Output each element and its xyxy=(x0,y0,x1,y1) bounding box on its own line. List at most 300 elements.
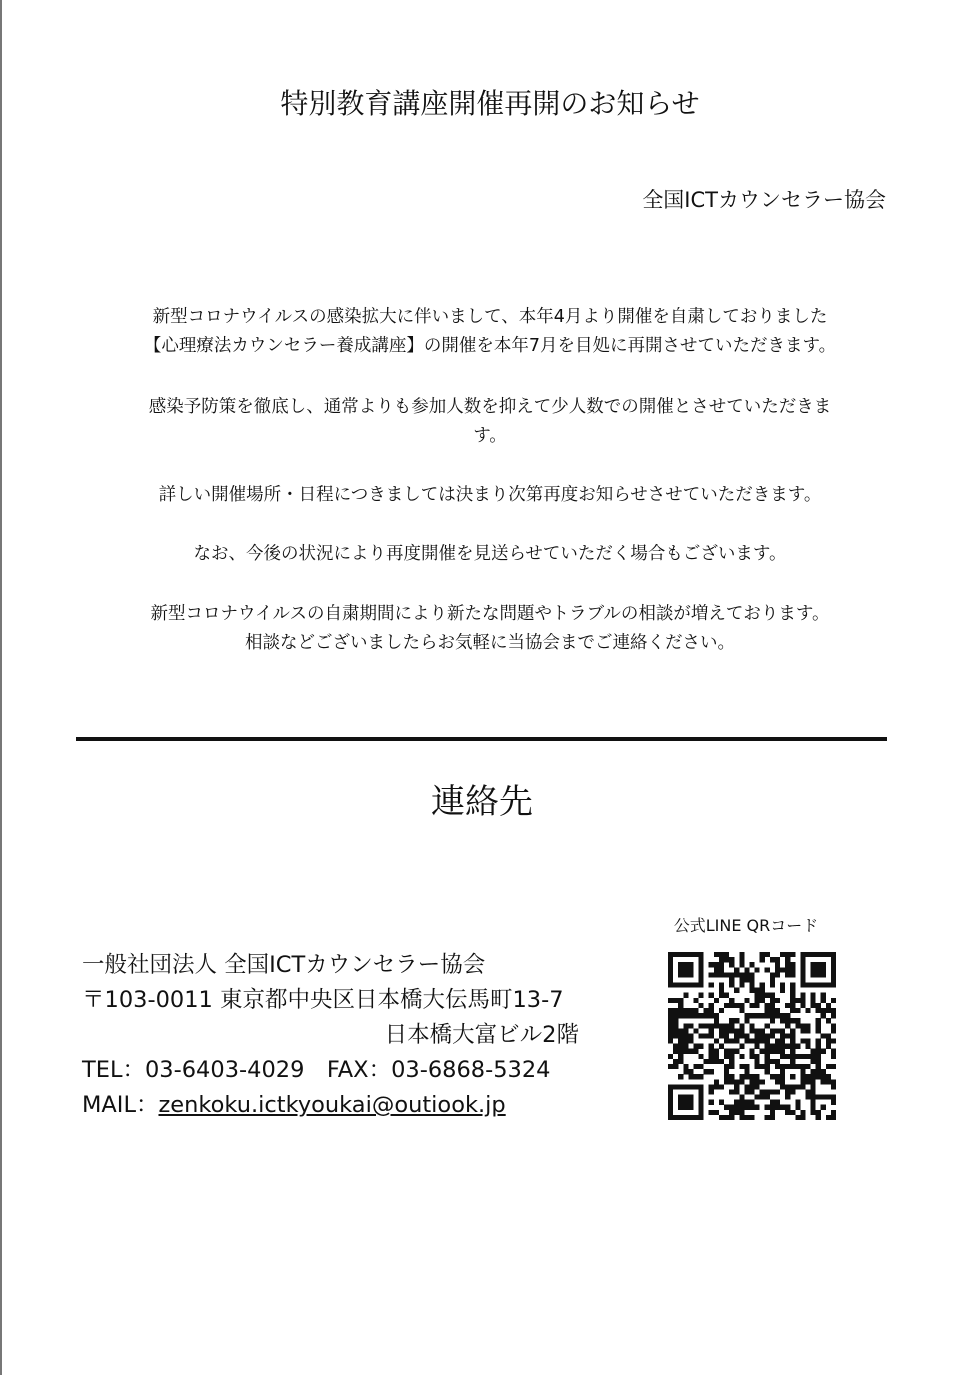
qr-module xyxy=(688,962,693,967)
qr-module xyxy=(699,957,704,962)
qr-module xyxy=(734,1018,739,1023)
qr-module xyxy=(816,1069,821,1074)
qr-module xyxy=(755,1054,760,1059)
qr-module xyxy=(709,1059,714,1064)
qr-module xyxy=(800,1110,805,1115)
page-left-edge xyxy=(0,0,2,1375)
qr-module xyxy=(800,1079,805,1084)
qr-module xyxy=(724,1049,729,1054)
qr-module xyxy=(678,1044,683,1049)
qr-module xyxy=(688,1049,693,1054)
qr-module xyxy=(688,1105,693,1110)
qr-module xyxy=(709,962,714,967)
qr-module xyxy=(729,1059,734,1064)
qr-module xyxy=(821,998,826,1003)
qr-module xyxy=(765,1003,770,1008)
qr-module xyxy=(729,962,734,967)
qr-module xyxy=(765,1115,770,1120)
qr-module xyxy=(780,1069,785,1074)
qr-module xyxy=(831,1039,836,1044)
qr-module xyxy=(688,1008,693,1013)
qr-module xyxy=(816,1074,821,1079)
qr-module xyxy=(800,1069,805,1074)
qr-module xyxy=(785,1105,790,1110)
qr-module xyxy=(831,1049,836,1054)
qr-module xyxy=(780,1049,785,1054)
qr-module xyxy=(821,1049,826,1054)
qr-module xyxy=(770,1049,775,1054)
qr-module xyxy=(709,1049,714,1054)
qr-module xyxy=(714,1013,719,1018)
qr-module xyxy=(744,972,749,977)
qr-module xyxy=(749,1054,754,1059)
qr-module xyxy=(699,1033,704,1038)
qr-module xyxy=(780,1105,785,1110)
qr-module xyxy=(790,1008,795,1013)
qr-module xyxy=(831,977,836,982)
qr-module xyxy=(755,1084,760,1089)
qr-module xyxy=(790,1084,795,1089)
qr-module xyxy=(805,1008,810,1013)
qr-module xyxy=(785,1003,790,1008)
qr-module xyxy=(739,977,744,982)
qr-module xyxy=(821,993,826,998)
qr-module xyxy=(673,1013,678,1018)
qr-module xyxy=(729,1105,734,1110)
paragraph-line: 詳しい開催場所・日程につきましては決まり次第再度お知らせさせていただきます。 xyxy=(158,485,822,505)
qr-module xyxy=(719,993,724,998)
qr-module xyxy=(709,1089,714,1094)
qr-module xyxy=(668,998,673,1003)
qr-module xyxy=(765,1105,770,1110)
qr-module xyxy=(688,1069,693,1074)
qr-module xyxy=(683,983,688,988)
email-link[interactable]: zenkoku.ictkyoukai@outiook.jp xyxy=(158,1092,506,1118)
qr-module xyxy=(734,1028,739,1033)
qr-module xyxy=(816,967,821,972)
qr-module xyxy=(816,1028,821,1033)
qr-module xyxy=(785,1084,790,1089)
qr-module xyxy=(724,1033,729,1038)
qr-module xyxy=(739,1105,744,1110)
qr-module xyxy=(805,1079,810,1084)
qr-module xyxy=(816,962,821,967)
qr-module xyxy=(755,1059,760,1064)
qr-module xyxy=(760,993,765,998)
qr-module xyxy=(826,1039,831,1044)
qr-module xyxy=(678,1095,683,1100)
qr-module xyxy=(719,957,724,962)
qr-module xyxy=(765,1039,770,1044)
qr-module xyxy=(816,1003,821,1008)
qr-module xyxy=(785,952,790,957)
qr-module xyxy=(770,1008,775,1013)
qr-module xyxy=(795,1115,800,1120)
qr-module xyxy=(678,967,683,972)
qr-code-label: 公式LINE QRコード xyxy=(673,916,819,935)
qr-module xyxy=(826,1044,831,1049)
qr-module xyxy=(780,1039,785,1044)
qr-module xyxy=(755,988,760,993)
qr-module xyxy=(693,983,698,988)
qr-module xyxy=(749,1084,754,1089)
qr-module xyxy=(693,998,698,1003)
qr-module xyxy=(739,1095,744,1100)
qr-module xyxy=(683,1008,688,1013)
qr-module xyxy=(775,1028,780,1033)
qr-module xyxy=(811,1003,816,1008)
qr-module xyxy=(673,1049,678,1054)
qr-module xyxy=(770,1100,775,1105)
paragraph-line: 新型コロナウイルスの感染拡大に伴いまして、本年4月より開催を自粛しておりました xyxy=(152,307,828,327)
qr-module xyxy=(831,1100,836,1105)
qr-module xyxy=(790,967,795,972)
qr-module xyxy=(693,1064,698,1069)
qr-module xyxy=(770,1110,775,1115)
qr-code-graphic xyxy=(668,952,836,1120)
qr-module xyxy=(770,1089,775,1094)
qr-module xyxy=(739,957,744,962)
qr-module xyxy=(739,1110,744,1115)
qr-module xyxy=(719,1023,724,1028)
qr-module xyxy=(714,1023,719,1028)
qr-module xyxy=(770,1074,775,1079)
qr-module xyxy=(755,1033,760,1038)
qr-module xyxy=(734,1049,739,1054)
qr-module xyxy=(668,1023,673,1028)
qr-module xyxy=(668,1028,673,1033)
qr-module xyxy=(744,1013,749,1018)
contact-org-name: 一般社団法人 全国ICTカウンセラー協会 xyxy=(82,952,486,978)
qr-module xyxy=(699,1044,704,1049)
qr-module xyxy=(683,1044,688,1049)
qr-module xyxy=(729,1039,734,1044)
qr-module xyxy=(744,1089,749,1094)
qr-module xyxy=(749,1023,754,1028)
qr-module xyxy=(668,1064,673,1069)
qr-module xyxy=(688,1100,693,1105)
qr-module xyxy=(734,1084,739,1089)
qr-module xyxy=(693,952,698,957)
qr-module xyxy=(704,1069,709,1074)
qr-module xyxy=(811,998,816,1003)
qr-module xyxy=(734,1089,739,1094)
qr-module xyxy=(719,962,724,967)
qr-module xyxy=(790,1003,795,1008)
qr-module xyxy=(800,993,805,998)
qr-module xyxy=(800,983,805,988)
qr-module xyxy=(739,1115,744,1120)
qr-module xyxy=(709,1013,714,1018)
qr-module xyxy=(821,1105,826,1110)
qr-module xyxy=(714,972,719,977)
qr-module xyxy=(755,1064,760,1069)
qr-module xyxy=(780,1079,785,1084)
qr-module xyxy=(770,993,775,998)
qr-module xyxy=(826,1003,831,1008)
paragraph-line: 【心理療法カウンセラー養成講座】の開催を本年7月を目処に再開させていただきます。 xyxy=(143,336,837,356)
notice-paragraph-1 xyxy=(90,303,890,361)
qr-module xyxy=(714,1018,719,1023)
qr-module xyxy=(765,993,770,998)
qr-module xyxy=(709,1084,714,1089)
qr-module xyxy=(709,1054,714,1059)
qr-module xyxy=(749,1049,754,1054)
qr-module xyxy=(816,1049,821,1054)
qr-module xyxy=(805,1044,810,1049)
qr-module xyxy=(816,1095,821,1100)
qr-module xyxy=(673,952,678,957)
qr-module xyxy=(699,1064,704,1069)
qr-module xyxy=(831,998,836,1003)
qr-module xyxy=(744,1033,749,1038)
qr-module xyxy=(678,983,683,988)
qr-module xyxy=(790,983,795,988)
qr-module xyxy=(734,967,739,972)
qr-module xyxy=(805,1064,810,1069)
qr-module xyxy=(790,1033,795,1038)
qr-module xyxy=(683,1084,688,1089)
qr-module xyxy=(744,1074,749,1079)
qr-module xyxy=(800,957,805,962)
qr-module xyxy=(709,1100,714,1105)
qr-module xyxy=(775,1105,780,1110)
qr-module xyxy=(760,983,765,988)
qr-module xyxy=(790,972,795,977)
qr-module xyxy=(739,1054,744,1059)
qr-module xyxy=(800,1023,805,1028)
qr-module xyxy=(683,1069,688,1074)
qr-module xyxy=(795,1054,800,1059)
qr-code-icon[interactable] xyxy=(668,952,836,1120)
qr-module xyxy=(826,1018,831,1023)
qr-module xyxy=(775,962,780,967)
qr-module xyxy=(755,998,760,1003)
qr-module xyxy=(811,1049,816,1054)
qr-module xyxy=(739,1064,744,1069)
qr-module xyxy=(760,998,765,1003)
qr-module xyxy=(714,1049,719,1054)
qr-module xyxy=(790,998,795,1003)
qr-module xyxy=(760,1089,765,1094)
qr-module xyxy=(704,1059,709,1064)
qr-module xyxy=(775,1064,780,1069)
qr-module xyxy=(673,998,678,1003)
qr-module xyxy=(699,952,704,957)
qr-module xyxy=(765,952,770,957)
qr-module xyxy=(831,952,836,957)
notice-paragraph-3 xyxy=(90,481,890,510)
mail-label: MAIL： xyxy=(82,1092,159,1118)
qr-module xyxy=(734,1039,739,1044)
qr-module xyxy=(790,1018,795,1023)
qr-module xyxy=(770,998,775,1003)
qr-module xyxy=(821,952,826,957)
qr-module xyxy=(729,1079,734,1084)
qr-module xyxy=(678,1115,683,1120)
qr-module xyxy=(683,1095,688,1100)
qr-module xyxy=(673,1028,678,1033)
qr-module xyxy=(673,1059,678,1064)
qr-module xyxy=(683,1064,688,1069)
qr-module xyxy=(821,972,826,977)
qr-module xyxy=(744,1018,749,1023)
qr-module xyxy=(816,1054,821,1059)
qr-module xyxy=(795,1084,800,1089)
qr-module xyxy=(729,1049,734,1054)
qr-module xyxy=(811,1095,816,1100)
qr-module xyxy=(755,1044,760,1049)
qr-module xyxy=(811,983,816,988)
qr-module xyxy=(816,952,821,957)
qr-module xyxy=(668,1110,673,1115)
qr-module xyxy=(724,957,729,962)
qr-module xyxy=(831,962,836,967)
qr-module xyxy=(668,1084,673,1089)
qr-module xyxy=(755,1079,760,1084)
qr-module xyxy=(668,1008,673,1013)
qr-module xyxy=(724,1074,729,1079)
qr-module xyxy=(699,1110,704,1115)
qr-module xyxy=(714,952,719,957)
qr-module xyxy=(683,952,688,957)
notice-title: 特別教育講座開催再開のお知らせ xyxy=(280,87,700,120)
qr-module xyxy=(760,952,765,957)
qr-module xyxy=(831,1054,836,1059)
qr-module xyxy=(668,977,673,982)
qr-module xyxy=(785,1064,790,1069)
qr-module xyxy=(673,1064,678,1069)
qr-module xyxy=(831,967,836,972)
qr-module xyxy=(668,1013,673,1018)
qr-module xyxy=(719,952,724,957)
qr-module xyxy=(693,1074,698,1079)
qr-module xyxy=(719,1008,724,1013)
qr-module xyxy=(709,1069,714,1074)
qr-module xyxy=(673,1008,678,1013)
qr-module xyxy=(826,1079,831,1084)
qr-module xyxy=(673,1084,678,1089)
qr-module xyxy=(699,962,704,967)
qr-module xyxy=(816,1023,821,1028)
qr-module xyxy=(749,983,754,988)
qr-module xyxy=(668,952,673,957)
qr-module xyxy=(831,1084,836,1089)
qr-module xyxy=(760,1028,765,1033)
qr-module xyxy=(790,1110,795,1115)
qr-module xyxy=(693,1115,698,1120)
qr-module xyxy=(770,977,775,982)
qr-module xyxy=(683,962,688,967)
qr-module xyxy=(734,1110,739,1115)
qr-module xyxy=(699,1013,704,1018)
qr-module xyxy=(760,1079,765,1084)
qr-module xyxy=(785,1044,790,1049)
qr-module xyxy=(765,1049,770,1054)
qr-module xyxy=(790,1064,795,1069)
qr-module xyxy=(800,977,805,982)
qr-module xyxy=(811,1089,816,1094)
qr-module xyxy=(831,1064,836,1069)
qr-module xyxy=(668,1095,673,1100)
qr-module xyxy=(693,1049,698,1054)
contact-phone-fax: TEL：03-6403-4029 FAX：03-6868-5324 xyxy=(82,1057,551,1083)
qr-module xyxy=(811,1059,816,1064)
qr-module xyxy=(790,1028,795,1033)
qr-module xyxy=(785,1089,790,1094)
qr-module xyxy=(734,1003,739,1008)
qr-module xyxy=(800,1074,805,1079)
qr-module xyxy=(668,983,673,988)
qr-module xyxy=(765,1033,770,1038)
qr-module xyxy=(729,1054,734,1059)
qr-module xyxy=(678,1049,683,1054)
qr-module xyxy=(734,1033,739,1038)
qr-module xyxy=(785,1095,790,1100)
qr-module xyxy=(683,1028,688,1033)
qr-module xyxy=(673,1044,678,1049)
qr-module xyxy=(678,1054,683,1059)
qr-module xyxy=(699,967,704,972)
qr-module xyxy=(749,988,754,993)
qr-module xyxy=(699,1095,704,1100)
qr-module xyxy=(775,1008,780,1013)
qr-module xyxy=(770,1018,775,1023)
qr-module xyxy=(719,967,724,972)
qr-module xyxy=(805,983,810,988)
qr-module xyxy=(831,1079,836,1084)
qr-module xyxy=(816,1039,821,1044)
qr-module xyxy=(699,1023,704,1028)
qr-module xyxy=(668,1105,673,1110)
qr-module xyxy=(719,988,724,993)
qr-module xyxy=(765,1095,770,1100)
qr-module xyxy=(724,972,729,977)
qr-module xyxy=(795,1044,800,1049)
qr-module xyxy=(770,1115,775,1120)
qr-module xyxy=(699,1084,704,1089)
qr-module xyxy=(668,1033,673,1038)
qr-module xyxy=(790,962,795,967)
qr-module xyxy=(775,1013,780,1018)
qr-module xyxy=(709,1044,714,1049)
qr-module xyxy=(775,998,780,1003)
qr-module xyxy=(668,957,673,962)
qr-module xyxy=(704,1023,709,1028)
qr-module xyxy=(775,1039,780,1044)
qr-module xyxy=(811,967,816,972)
qr-module xyxy=(699,1054,704,1059)
qr-module xyxy=(749,1039,754,1044)
qr-module xyxy=(765,1013,770,1018)
qr-module xyxy=(749,1074,754,1079)
qr-module xyxy=(805,1074,810,1079)
qr-module xyxy=(775,1049,780,1054)
qr-module xyxy=(770,1059,775,1064)
qr-module xyxy=(760,1095,765,1100)
qr-module xyxy=(775,1059,780,1064)
qr-module xyxy=(749,1105,754,1110)
qr-module xyxy=(673,1115,678,1120)
qr-module xyxy=(724,993,729,998)
qr-module xyxy=(683,993,688,998)
qr-module xyxy=(749,1089,754,1094)
qr-module xyxy=(678,998,683,1003)
paragraph-line: 新型コロナウイルスの自粛期間により新たな問題やトラブルの相談が増えております。 xyxy=(150,604,830,624)
qr-module xyxy=(780,1028,785,1033)
qr-module xyxy=(699,1100,704,1105)
qr-module xyxy=(688,1023,693,1028)
